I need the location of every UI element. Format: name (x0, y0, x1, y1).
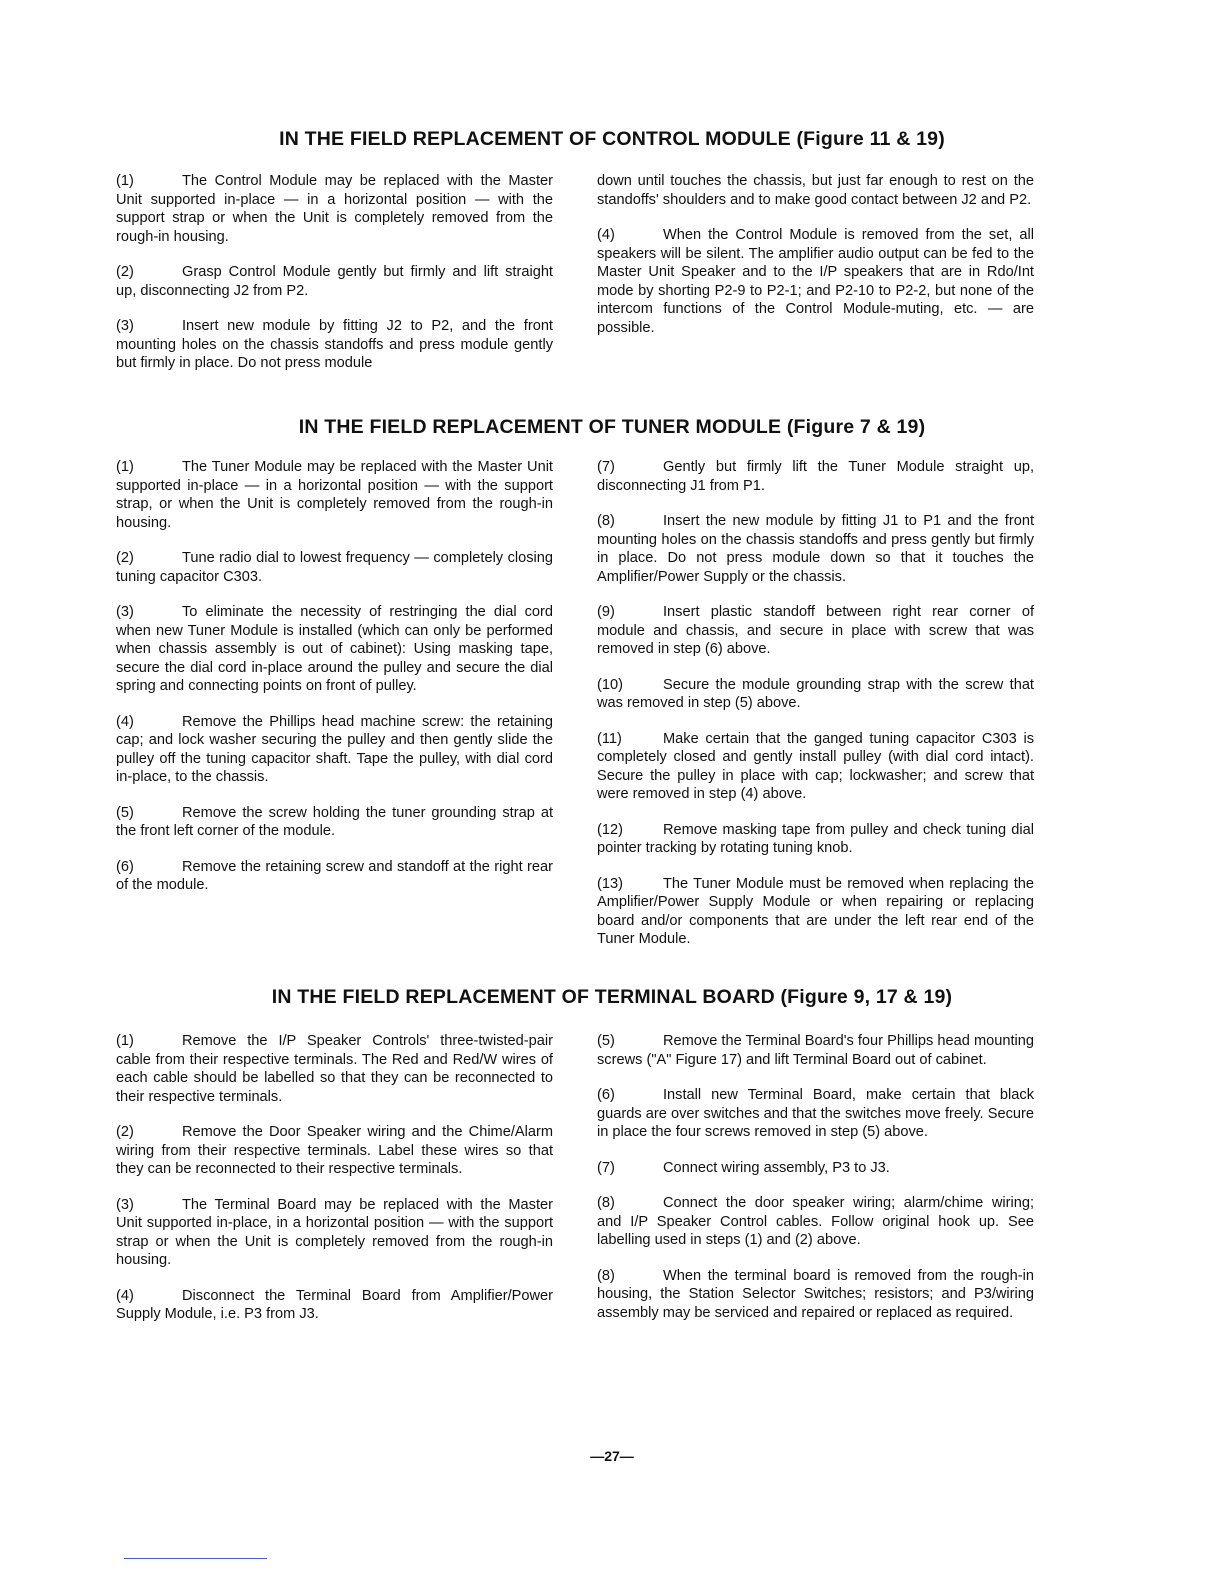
section-title: IN THE FIELD REPLACEMENT OF CONTROL MODULE (Figure 11 & 19) (279, 128, 945, 150)
step-paragraph: (9) Insert plastic standoff between right rear corner of module and chassis, and secure in place with screw that was removed in step (6) above. (597, 604, 1034, 657)
right-column (597, 172, 1034, 354)
section-title: IN THE FIELD REPLACEMENT OF TUNER MODULE (Figure 7 & 19) (298, 416, 926, 438)
control-module-columns (116, 172, 1040, 372)
step-paragraph: (1) Remove the I/P Speaker Controls' three-twisted-pair cable from their respective terminals. The Red and Red/W wires of each cable should be labelled so that they can be reconnected to their respective terminals. (116, 1033, 553, 1105)
step-paragraph: (3) The Terminal Board may be replaced with the Master Unit supported in-place, in a horizontal position — with the support strap or when the Unit is completely removed from the rough-in housing. (116, 1196, 553, 1268)
left-column (116, 172, 553, 390)
step-paragraph: (1) The Tuner Module may be replaced with the Master Unit supported in-place — in a horizontal position — with the support strap, or when the Unit is completely removed from the rough-in housing. (116, 459, 553, 531)
step-paragraph: (4) Disconnect the Terminal Board from Amplifier/Power Supply Module, i.e. P3 from J3. (116, 1287, 553, 1322)
step-paragraph: (3) Insert new module by fitting J2 to P2, and the front mounting holes on the chassis standoffs and press module gently but firmly in place. Do not press module (116, 318, 553, 371)
left-column (116, 1032, 553, 1341)
step-paragraph: (7) Gently but firmly lift the Tuner Module straight up, disconnecting J1 from P1. (597, 459, 1034, 494)
terminal-board-columns (116, 1032, 1040, 1392)
step-paragraph: (12) Remove masking tape from pulley and check tuning dial pointer tracking by rotating tuning knob. (597, 821, 1034, 856)
step-paragraph: (6) Install new Terminal Board, make certain that black guards are over switches and that the switches move freely. Secure in place the four screws removed in step (5) above. (597, 1087, 1034, 1140)
section-tuner-module (0, 416, 1224, 439)
step-paragraph: (10) Secure the module grounding strap with the screw that was removed in step (5) above. (597, 676, 1034, 711)
tuner-module-columns (116, 458, 1040, 948)
right-column (597, 1032, 1034, 1339)
step-paragraph: (13) The Tuner Module must be removed when replacing the Amplifier/Power Supply Module or when repairing or replacing board and/or components that are under the left rear end of the Tuner Module. (597, 875, 1034, 947)
section-terminal-board (0, 986, 1224, 1009)
footnote-divider (124, 1558, 267, 1559)
step-paragraph: (8) Insert the new module by fitting J1 to P1 and the front mounting holes on the chassis standoffs and press gently but firmly in place. Do not press module down so that it touches the Amplifier/Power Supply or the chassis. (597, 513, 1034, 585)
step-paragraph: (5) Remove the Terminal Board's four Phillips head mounting screws ("A" Figure 17) and lift Terminal Board out of cabinet. (597, 1033, 1034, 1068)
step-paragraph: (2) Remove the Door Speaker wiring and the Chime/Alarm wiring from their respective terminals. Label these wires so that they can be reconnected to their respective terminals. (116, 1124, 553, 1177)
step-paragraph: (4) Remove the Phillips head machine screw: the retaining cap; and lock washer securing the pulley and then gently slide the pulley off the tuning capacitor shaft. Tape the pulley, with dial cord in-place, to the chassis. (116, 713, 553, 785)
left-column (116, 458, 553, 912)
step-paragraph: (4) When the Control Module is removed from the set, all speakers will be silent. The amplifier audio output can be fed to the Master Unit Speaker and to the I/P speakers that are in Rdo/Int mode by shorting P2-9 to P2-1; and P2-10 to P2-2, but none of the intercom functions of the Control Module-muting, etc. — are possible. (597, 227, 1034, 336)
step-paragraph: (6) Remove the retaining screw and standoff at the right rear of the module. (116, 858, 553, 893)
step-paragraph: (8) When the terminal board is removed from the rough-in housing, the Station Selector Switches; resistors; and P3/wiring assembly may be serviced and repaired or replaced as required. (597, 1267, 1034, 1321)
step-paragraph: (2) Tune radio dial to lowest frequency — completely closing tuning capacitor C303. (116, 550, 553, 585)
section-title: IN THE FIELD REPLACEMENT OF TERMINAL BOARD (Figure 9, 17 & 19) (271, 986, 953, 1008)
step-paragraph: (2) Grasp Control Module gently but firmly and lift straight up, disconnecting J2 from P2. (116, 264, 553, 299)
step-paragraph: (5) Remove the screw holding the tuner grounding strap at the front left corner of the module. (116, 804, 553, 839)
continuation-paragraph: down until touches the chassis, but just far enough to rest on the standoffs' shoulders and to make good contact between J2 and P2. (597, 173, 1034, 208)
step-paragraph: (7) Connect wiring assembly, P3 to J3. (597, 1159, 890, 1176)
step-paragraph: (1) The Control Module may be replaced with the Master Unit supported in-place — in a horizontal position — with the support strap or when the Unit is completely removed from the rough-in housing. (116, 173, 553, 245)
section-control-module (0, 128, 1224, 151)
right-column (597, 458, 1034, 966)
page-number: —27— (590, 1448, 634, 1464)
step-paragraph: (11) Make certain that the ganged tuning capacitor C303 is completely closed and gently install pulley (with dial cord intact). Secure the pulley in place with cap; lockwasher; and screw that were removed in step (4) above. (597, 730, 1034, 802)
step-paragraph: (3) To eliminate the necessity of restringing the dial cord when new Tuner Module is installed (which can only be performed when chassis assembly is out of cabinet): Using masking tape, secure the dial cord in-place around the pulley and secure the dial spring and connecting points on front of pulley. (116, 604, 553, 694)
step-paragraph: (8) Connect the door speaker wiring; alarm/chime wiring; and I/P Speaker Control cables. Follow original hook up. See labelling used in steps (1) and (2) above. (597, 1195, 1034, 1248)
